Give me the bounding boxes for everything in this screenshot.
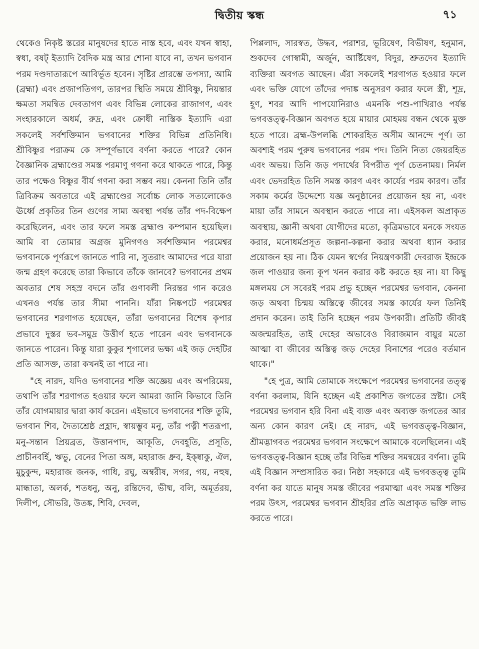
page-number: ৭১ bbox=[442, 8, 457, 21]
right-paragraph-1: পিপ্পলাদ, সারস্বত, উদ্ধব, পরাশর, ভূরিষেণ, বিভীষণ, হনুমান, শুকদেব গোস্বামী, অর্জুন, আর্ষ্টিষেণ, বিদুর, শ্রুতদেব ইত্যাদি ব্যক্তিরা অবগত আছেন। এঁরা সকলেই শরণাগত হওয়ার ফলে এবং ভক্তি যোগে তাঁদের পদাঙ্ক অনুসরণ করার ফলে স্ত্রী, শূদ্র, হূণ, শবর আদি পাপযোনিরাও এমনকি পশু-পাখিরাও পর্যন্ত ভগবত্তত্ত্ব-বিজ্ঞান অবগত হয়ে মায়ার মোহময় বন্ধন থেকে মুক্ত হতে পারে। ব্রহ্ম-উপলব্ধি শোকরহিত অসীম আনন্দে পূর্ণ। তা অবশ্যই পরম পুরুষ ভগবানের পরম পদ। তিনি নিত্য জেয়রহিত এবং অভয়। তিনি জড় পদার্থের বিপরীত পূর্ণ চেতনাময়। নির্মল এবং ভেদরহিত তিনি সমস্ত কারণ এবং কার্যের পরম কারণ। তাঁর সকাম কর্মের উদ্দেশ্যে যজ্ঞ অনুষ্ঠানের প্রয়োজন হয় না, এবং মায়া তাঁর সামনে অবস্থান করতে পারে না। এইসকল অপ্রাকৃত অবস্থায়, জ্ঞানী অথবা যোগীদের মতো, কৃত্রিমভাবে মনকে সংযত করার, মনোধর্মপ্রসূত জল্পনা-কল্পনা করার অথবা ধ্যান করার প্রয়োজন হয় না। ঠিক যেমন স্বর্গের নিয়ন্ত্রণকারী দেবরাজ ইন্দ্রকে জল পাওয়ার জন্য কূপ খনন করার কষ্ট করতে হয় না। যা কিছু মঙ্গলময় সে সবেরই পরম প্রভু হচ্ছেন পরমেশ্বর ভগবান, কেননা জড় অথবা চিন্ময় অস্তিত্বে জীবের সমস্ত কার্যের ফল তিনিই প্রদান করেন। তাই তিনি হচ্ছেন পরম উপকারী। প্রতিটি জীবই অজন্মরহিত, তাই দেহের অভাবেও বিরাজমান বায়ুর মতো আত্মা বা জীবের অস্তিত্ব জড় দেহের বিনাশের পরেও বর্তমান থাকে।" bbox=[250, 39, 466, 371]
left-column bbox=[16, 37, 232, 637]
right-paragraph-2: "হে পুত্র, আমি তোমাকে সংক্ষেপে পরমেশ্বর ভগবানের তত্ত্ব বর্ণনা করলাম, যিনি হচ্ছেন এই প্রকাশিত জগতের স্রষ্টা। সেই পরমেশ্বর ভগবান হরি বিনা এই ব্যক্ত এবং অব্যক্ত জগতের আর অন্য কোন কারণ নেই। হে নারদ, এই ভগবত্তত্ত্ব-বিজ্ঞান, শ্রীমদ্ভাগবত পরমেশ্বর ভগবান সংক্ষেপে আমাকে বলেছিলেন। এই ভগবত্তত্ত্ব-বিজ্ঞান হচ্ছে তাঁর বিভিন্ন শক্তির সমন্বয়ের বর্ণনা। তুমি এই বিজ্ঞান সম্প্রসারিত কর। নিষ্ঠা সহকারে এই ভগবত্তত্ত্ব তুমি বর্ণনা কর যাতে মানুষ সমস্ত জীবের পরমাত্মা এবং সমস্ত শক্তির পরম উৎস, পরমেশ্বর ভগবান শ্রীহরির প্রতি অপ্রাকৃত ভক্তি লাভ করতে পারে। bbox=[250, 376, 466, 525]
right-column bbox=[250, 37, 466, 637]
chapter-title: দ্বিতীয় স্কন্ধ bbox=[214, 9, 265, 22]
left-paragraph-2: "হে নারদ, যদিও ভগবানের শক্তি অজ্ঞেয় এবং অপরিমেয়, তথাপি তাঁর শরণাগত হওয়ার ফলে আমরা জানি কিভাবে তিনি তাঁর যোগমায়ার দ্বারা কার্য করেন। এইভাবে ভগবানের শক্তি তুমি, ভগবান শিব, দৈত্যশ্রেষ্ঠ প্রহ্লাদ, স্বায়ম্ভুব মনু, তাঁর পত্নী শতরূপা, মনু-সন্তান প্রিয়ব্রত, উত্তানপাদ, আকূতি, দেবহূতি, প্রসূতি, প্রাচীনবর্হি, ঋভু, বেনের পিতা অঙ্গ, মহারাজ ধ্রুব, ইক্ষ্বাকু, ঐল, মুচুকুন্দ, মহারাজ জনক, গাধি, রঘু, অম্বরীষ, সগর, গয়, নহুষ, মান্ধাতা, অলর্ক, শতধনু, অনু, রন্তিদেব, ভীষ্ম, বলি, অমূর্তরয়, দিলীপ, সৌভরি, উতঙ্ক, শিবি, দেবল, bbox=[16, 376, 232, 509]
page-header bbox=[0, 0, 479, 26]
left-paragraph-1: থেকেও নিকৃষ্ট স্তরের মানুষদের হাতে নাস্ত হবে, এবং যখন স্বাহা, স্বধা, বষট্ ইত্যাদি বৈদিক মন্ত্র আর শোনা যাবে না, তখন ভগবান পরম দণ্ডদাতারূপে আবির্ভূত হবেন। সৃষ্টির প্রারম্ভে তপস্যা, আমি (ব্রহ্মা) এবং প্রজাপতিগণ, তারপর স্থিতি সময়ে শ্রীবিষ্ণু, নিয়ন্তার ক্ষমতা সমন্বিত দেবতাগণ এবং বিভিন্ন লোকের রাজাগণ, এবং সংহারকালে অধর্ম, রুদ্র, এবং ক্রোধী নাস্তিক ইত্যাদি এরা সকলেই সর্বশক্তিমান ভগবানের শক্তির বিভিন্ন প্রতিনিধি। শ্রীবিষ্ণুর পরাক্রম কে সম্পূর্ণভাবে বর্ণনা করতে পারে? কোন বৈজ্ঞানিক ব্রহ্মাণ্ডের সমস্ত পরমাণু গণনা করে থাকতে পারে, কিন্তু তার পক্ষেও বিষ্ণুর বীর্য গণনা করা সম্ভব নয়। কেননা তিনি তাঁর ত্রিবিক্রম অবতারে এই ব্রহ্মাণ্ডের সর্বোচ্চ লোক সত্যলোকেও ঊর্ধ্বে প্রকৃতির তিন গুণের সাম্য অবস্থা পর্যন্ত তাঁর পদ-বিক্ষেপ করেছিলেন, এবং তার ফলে সমস্ত ব্রহ্মাণ্ড কম্পমান হয়েছিল। আমি বা তোমার অগ্রজ মুনিগণও সর্বশক্তিমান পরমেশ্বর ভগবানকে পূর্ণরূপে জানতে পারি না, সুতরাং আমাদের পরে যারা জন্ম গ্রহণ করেছে তারা কিভাবে তাঁকে জানবে? ভগবানের প্রথম অবতার শেষ সহস্র বদনে তাঁর গুণাবলী নিরন্তর গান করেও এখনও পর্যন্ত তার সীমা পাননি। যাঁরা নিষ্কপটে পরমেশ্বর ভগবানের শরণাগত হয়েছেন, তাঁরা ভগবানের বিশেষ কৃপার প্রভাবে দুস্তর ভব-সমুদ্র উত্তীর্ণ হতে পারেন এবং ভগবানকে জানতে পারেন। কিন্তু যারা কুকুর শৃগালের ভক্ষ্য এই জড় দেহটির প্রতি আসক্ত, তারা কখনই তা পারে না। bbox=[16, 39, 232, 371]
